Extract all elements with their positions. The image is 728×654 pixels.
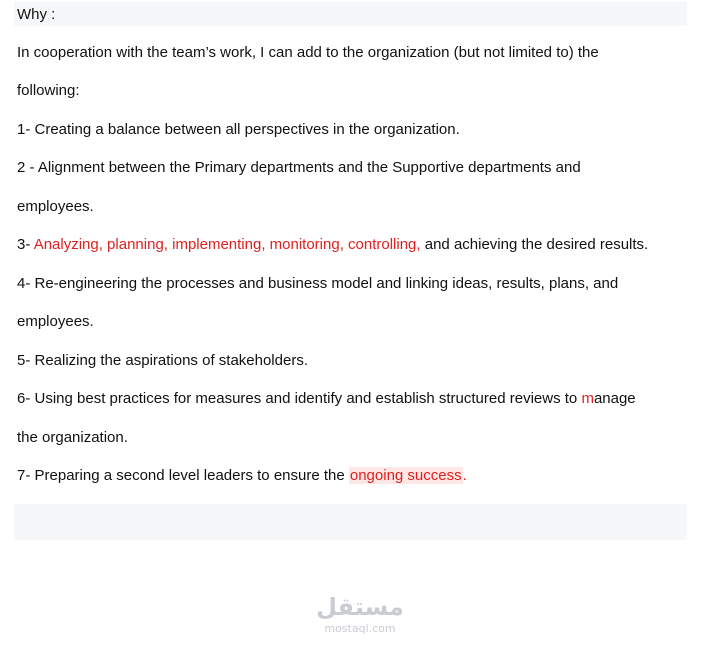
mostaql-watermark: [300, 592, 420, 636]
list-item-1: 1- Creating a balance between all perspectives in the organization.: [17, 121, 460, 138]
list-item-6-rest: anage: [593, 390, 636, 407]
list-item-2-line-2: employees.: [17, 198, 94, 215]
list-item-3-red-text: Analyzing, planning, implementing, monitoring, controlling,: [33, 236, 421, 253]
list-item-6-line-2: the organization.: [17, 429, 128, 446]
list-item-3-rest: and achieving the desired results.: [420, 236, 649, 253]
watermark-arabic-logo: مستقل: [316, 593, 404, 621]
list-item-2-line-1: 2 - Alignment between the Primary departments and the Supportive departments and: [17, 159, 581, 176]
list-item-6-line-1: [17, 389, 636, 409]
intro-line-1: In cooperation with the team’s work, I can add to the organization (but not limited to) the: [17, 44, 599, 61]
list-item-3: [17, 235, 648, 255]
list-item-7-highlight: ongoing success: [349, 467, 462, 484]
list-item-6-prefix: 6- Using best practices for measures and identify and establish structured reviews to: [17, 390, 582, 407]
list-item-7-prefix: 7- Preparing a second level leaders to ensure the: [17, 467, 349, 484]
watermark-url: mostaqi.com: [324, 622, 396, 635]
list-item-7-period: .: [462, 467, 467, 484]
list-item-6-red-letter: m: [581, 390, 594, 407]
intro-line-2: following:: [17, 82, 80, 99]
list-item-5: 5- Realizing the aspirations of stakeholders.: [17, 352, 308, 369]
heading-band: [14, 2, 687, 26]
list-item-4-line-1: 4- Re-engineering the processes and business model and linking ideas, results, plans, and: [17, 275, 619, 292]
heading-why: Why :: [17, 6, 56, 23]
list-item-3-prefix: 3-: [17, 236, 34, 253]
list-item-4-line-2: employees.: [17, 313, 94, 330]
bottom-band: [14, 504, 687, 540]
list-item-7: [17, 466, 467, 486]
